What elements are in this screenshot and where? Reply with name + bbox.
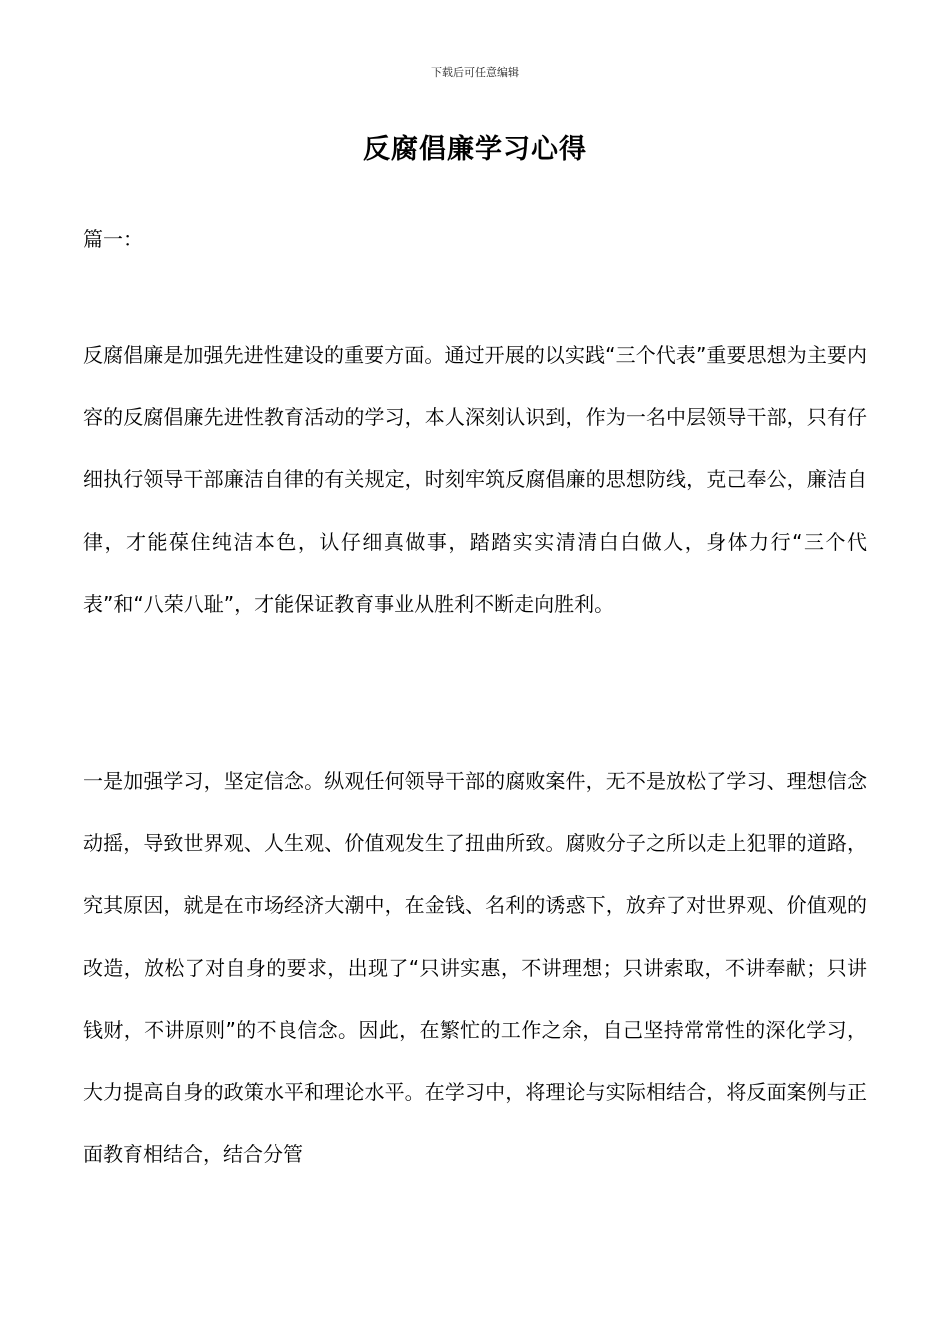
header-note: 下载后可任意编辑: [431, 66, 519, 79]
document-title: 反腐倡廉学习心得: [363, 134, 587, 165]
section-label: 篇一：: [83, 227, 143, 251]
paragraph-2: 一是加强学习，坚定信念。纵观任何领导干部的腐败案件，无不是放松了学习、理想信念动摇，导致世界观、人生观、价值观发生了扭曲所致。腐败分子之所以走上犯罪的道路，究其原因，就是在市场经济大潮中，在金钱、名利的诱惑下，放弃了对世界观、价值观的改造，放松了对自身的要求，出现了“只讲实惠，不讲理想；只讲索取，不讲奉献；只讲钱财，不讲原则”的不良信念。因此，在繁忙的工作之余，自己坚持常常性的深化学习，大力提高自身的政策水平和理论水平。在学习中，将理论与实际相结合，将反面案例与正面教育相结合，结合分管: [83, 769, 867, 1167]
paragraph-1: 反腐倡廉是加强先进性建设的重要方面。通过开展的以实践“三个代表”重要思想为主要内容的反腐倡廉先进性教育活动的学习，本人深刻认识到，作为一名中层领导干部，只有仔细执行领导干部廉洁自律的有关规定，时刻牢筑反腐倡廉的思想防线，克己奉公，廉洁自律，才能葆住纯洁本色，认仔细真做事，踏踏实实清清白白做人，身体力行“三个代表”和“八荣八耻”，才能保证教育事业从胜利不断走向胜利。: [83, 343, 867, 616]
